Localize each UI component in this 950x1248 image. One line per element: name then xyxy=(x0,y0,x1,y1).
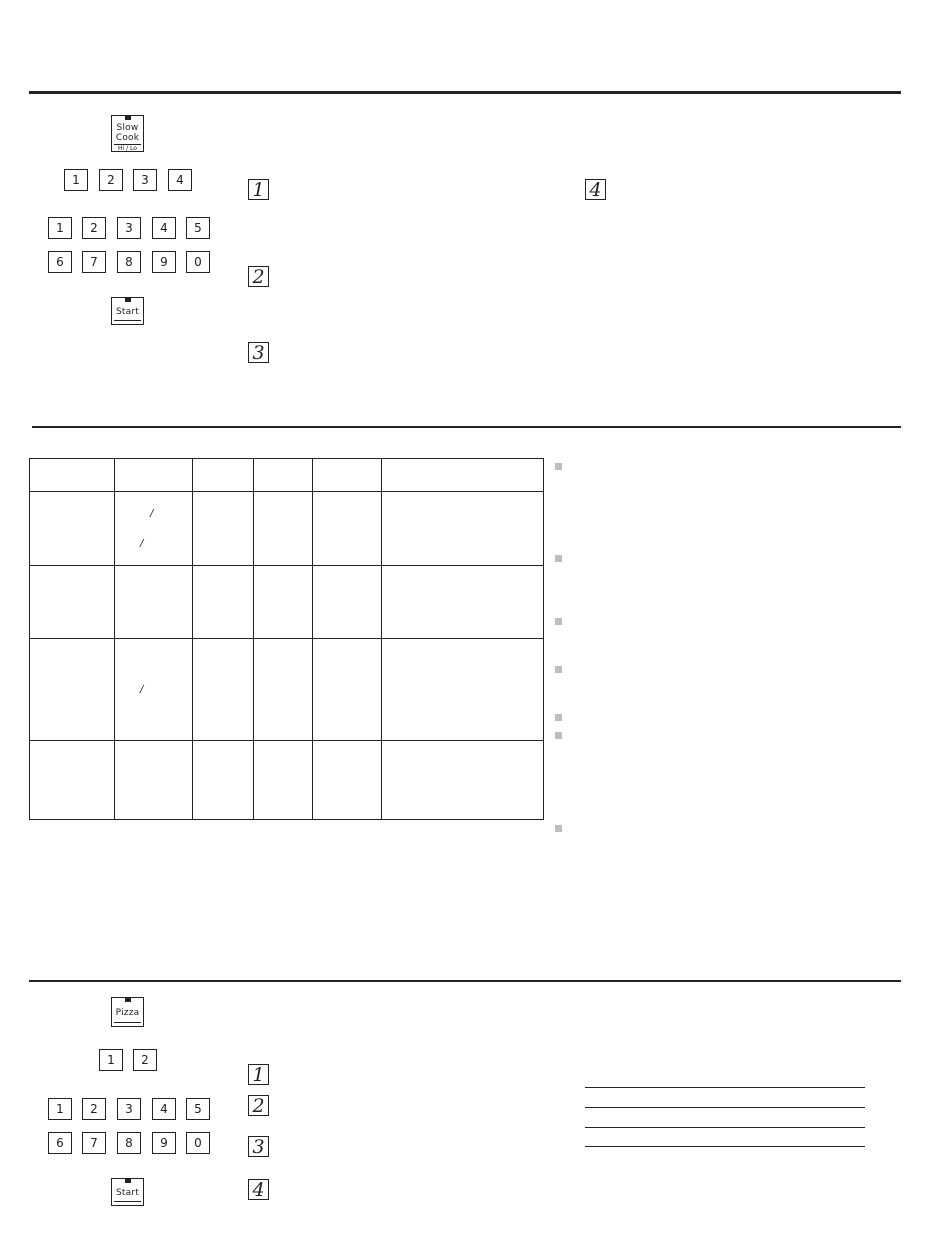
number-key-9[interactable]: 9 xyxy=(152,1132,176,1154)
pizza-key[interactable] xyxy=(111,997,144,1027)
number-key-5[interactable]: 5 xyxy=(186,1098,210,1120)
table-cell xyxy=(30,741,115,820)
table-slash-mark: / xyxy=(150,508,154,519)
table-header-cell xyxy=(115,459,193,492)
table-header-cell xyxy=(254,459,313,492)
number-key-3[interactable]: 3 xyxy=(117,217,141,239)
table-cell xyxy=(382,639,544,741)
table-cell xyxy=(115,639,193,741)
start-key[interactable] xyxy=(111,1178,144,1206)
table-cell xyxy=(30,639,115,741)
number-key-8[interactable]: 8 xyxy=(117,1132,141,1154)
key-underline xyxy=(114,320,141,321)
table-cell xyxy=(313,492,382,566)
table-slash-mark: / xyxy=(140,684,144,695)
number-key-3[interactable]: 3 xyxy=(117,1098,141,1120)
number-key-2[interactable]: 2 xyxy=(82,217,106,239)
table-cell xyxy=(193,639,254,741)
option-key-1[interactable]: 1 xyxy=(99,1049,123,1071)
indicator-light-icon xyxy=(125,115,131,120)
bullet-square-icon xyxy=(555,618,562,625)
indicator-light-icon xyxy=(125,997,131,1002)
bullet-square-icon xyxy=(555,714,562,721)
table-cell xyxy=(382,741,544,820)
key-underline xyxy=(114,1022,141,1023)
number-key-7[interactable]: 7 xyxy=(82,251,106,273)
table-header-cell xyxy=(382,459,544,492)
table-row xyxy=(30,492,544,566)
number-key-4[interactable]: 4 xyxy=(152,1098,176,1120)
bullet-square-icon xyxy=(555,666,562,673)
number-key-1[interactable]: 1 xyxy=(48,1098,72,1120)
step-number-4: 4 xyxy=(248,1179,269,1200)
table-cell xyxy=(115,566,193,639)
table-cell xyxy=(254,741,313,820)
number-key-4[interactable]: 4 xyxy=(152,217,176,239)
table-cell xyxy=(313,639,382,741)
start-key-label: Start xyxy=(116,307,139,317)
key-underline xyxy=(114,1201,141,1202)
number-key-5[interactable]: 5 xyxy=(186,217,210,239)
cooking-guide-table xyxy=(29,458,544,820)
table-cell xyxy=(30,566,115,639)
bullet-square-icon xyxy=(555,825,562,832)
step-number-3: 3 xyxy=(248,1136,269,1157)
table-cell xyxy=(193,566,254,639)
table-rule-line xyxy=(585,1127,865,1128)
table-row xyxy=(30,639,544,741)
section-divider-rule xyxy=(32,426,901,428)
table-cell xyxy=(313,741,382,820)
bullet-square-icon xyxy=(555,463,562,470)
number-key-6[interactable]: 6 xyxy=(48,1132,72,1154)
step-number-1: 1 xyxy=(248,1064,269,1085)
number-key-0[interactable]: 0 xyxy=(186,1132,210,1154)
slow-cook-key-label-line2: Cook xyxy=(115,133,140,143)
step-number-3: 3 xyxy=(248,342,269,363)
table-cell xyxy=(382,492,544,566)
number-key-0[interactable]: 0 xyxy=(186,251,210,273)
table-rule-line xyxy=(585,1107,865,1108)
table-row xyxy=(30,741,544,820)
option-key-4[interactable]: 4 xyxy=(168,169,192,191)
option-key-2[interactable]: 2 xyxy=(133,1049,157,1071)
table-cell xyxy=(313,566,382,639)
slow-cook-key[interactable] xyxy=(111,115,144,152)
table-cell xyxy=(115,741,193,820)
table-cell xyxy=(382,566,544,639)
pizza-key-label: Pizza xyxy=(115,1008,140,1018)
table-cell xyxy=(193,741,254,820)
number-key-9[interactable]: 9 xyxy=(152,251,176,273)
table-cell xyxy=(254,492,313,566)
step-number-4: 4 xyxy=(585,179,606,200)
number-key-6[interactable]: 6 xyxy=(48,251,72,273)
slow-cook-key-sublabel: Hi / Lo xyxy=(118,145,137,152)
table-cell xyxy=(254,566,313,639)
number-key-1[interactable]: 1 xyxy=(48,217,72,239)
table-cell xyxy=(254,639,313,741)
number-key-8[interactable]: 8 xyxy=(117,251,141,273)
step-number-2: 2 xyxy=(248,1095,269,1116)
number-key-2[interactable]: 2 xyxy=(82,1098,106,1120)
table-rule-line xyxy=(585,1146,865,1147)
number-key-7[interactable]: 7 xyxy=(82,1132,106,1154)
indicator-light-icon xyxy=(125,1178,131,1183)
table-rule-line xyxy=(585,1087,865,1088)
table-cell xyxy=(115,492,193,566)
section-divider-rule xyxy=(29,980,901,982)
table-header-cell xyxy=(193,459,254,492)
table-row xyxy=(30,566,544,639)
step-number-2: 2 xyxy=(248,266,269,287)
slow-cook-key-label-line1: Slow xyxy=(116,123,139,133)
step-number-1: 1 xyxy=(248,179,269,200)
section-top-rule xyxy=(29,91,901,94)
table-header-cell xyxy=(30,459,115,492)
table-cell xyxy=(30,492,115,566)
option-key-1[interactable]: 1 xyxy=(64,169,88,191)
option-key-3[interactable]: 3 xyxy=(133,169,157,191)
start-key[interactable] xyxy=(111,297,144,325)
option-key-2[interactable]: 2 xyxy=(99,169,123,191)
table-cell xyxy=(193,492,254,566)
bullet-square-icon xyxy=(555,555,562,562)
table-slash-mark: / xyxy=(140,538,144,549)
bullet-square-icon xyxy=(555,732,562,739)
table-header-row xyxy=(30,459,544,492)
indicator-light-icon xyxy=(125,297,131,302)
start-key-label: Start xyxy=(116,1188,139,1198)
table-header-cell xyxy=(313,459,382,492)
